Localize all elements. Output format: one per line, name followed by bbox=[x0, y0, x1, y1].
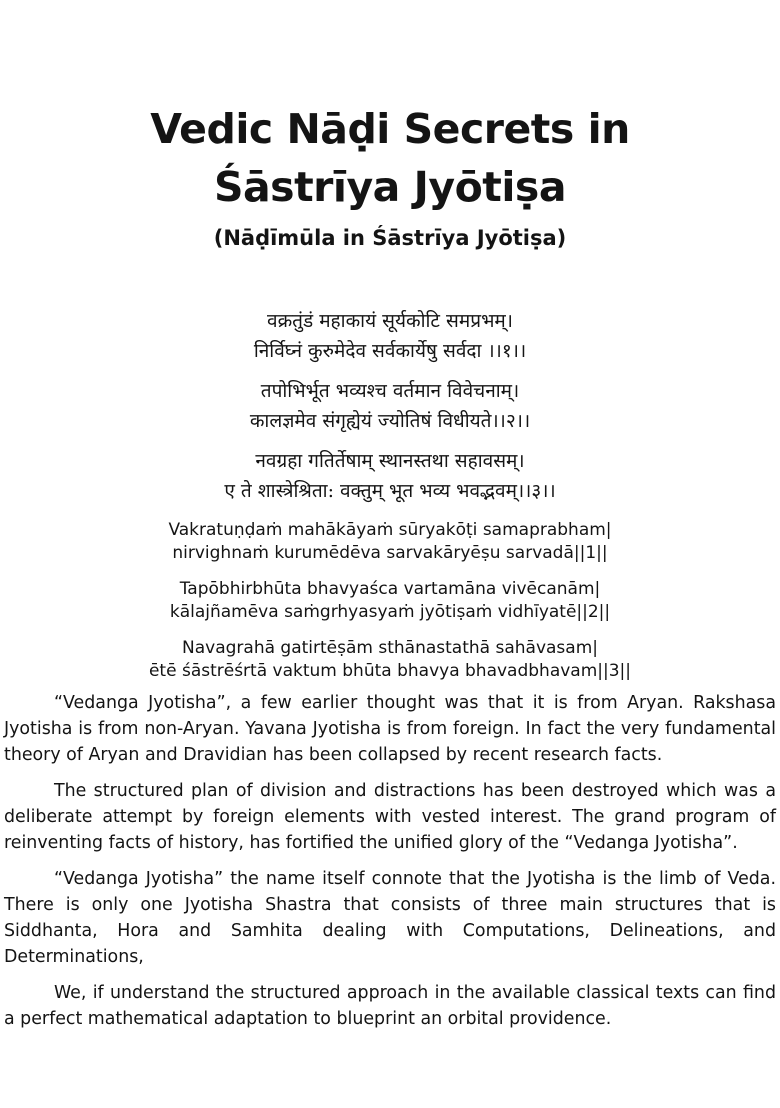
sanskrit-verse-2 bbox=[0, 376, 780, 436]
translit-verse-1 bbox=[0, 519, 780, 565]
verse-line: nirvighnaṁ kurumēdēva sarvakāryēṣu sarvadā||1|| bbox=[172, 543, 608, 563]
verse-line: Vakratuṇḍaṁ mahākāyaṁ sūryakōṭi samaprabham| bbox=[168, 520, 612, 540]
translit-verse-3 bbox=[0, 637, 780, 683]
paragraph: “Vedanga Jyotisha” the name itself connote that the Jyotisha is the limb of Veda. There is only one Jyotisha Shastra that consists of three main structures that is Siddhanta, Hora and Samhita dealing with Computations, Delineations, and Determinations, bbox=[4, 869, 776, 967]
transliterated-verses bbox=[0, 519, 780, 696]
verse-line: kālajñamēva saṁgrhyasyaṁ jyōtiṣaṁ vidhīyatē||2|| bbox=[169, 602, 611, 622]
verse-line: तपोभिर्भूत भव्यश्च वर्तमान विवेचनाम्। bbox=[260, 380, 520, 402]
title-line-2: Śāstrīya Jyōtiṣa bbox=[213, 163, 566, 211]
sanskrit-verse-1 bbox=[0, 306, 780, 366]
paragraph: “Vedanga Jyotisha”, a few earlier thought was that it is from Aryan. Rakshasa Jyotisha is from non-Aryan. Yavana Jyotisha is from foreign. In fact the very fundamental theory of Aryan and Dravidian has been collapsed by recent research facts. bbox=[4, 693, 776, 765]
sanskrit-verses bbox=[0, 306, 780, 516]
paragraph: The structured plan of division and distractions has been destroyed which was a deliberate attempt by foreign elements with vested interest. The grand program of reinventing facts of history, has fortified the unified glory of the “Vedanga Jyotisha”. bbox=[4, 781, 776, 853]
page-title bbox=[0, 100, 780, 216]
verse-line: ए ते शास्त्रेश्रिता: वक्तुम् भूत भव्य भवद्भवम्।।३।। bbox=[224, 480, 556, 502]
verse-line: नवग्रहा गतिर्तेषाम् स्थानस्तथा सहावसम्। bbox=[255, 450, 525, 472]
verse-line: वक्रतुंडं महाकायं सूर्यकोटि समप्रभम्। bbox=[267, 310, 513, 332]
verse-line: कालज्ञमेव संगृह्येयं ज्योतिषं विधीयते।।२।। bbox=[249, 410, 531, 432]
paragraph: We, if understand the structured approach in the available classical texts can find a perfect mathematical adaptation to blueprint an orbital providence. bbox=[4, 983, 776, 1029]
translit-verse-2 bbox=[0, 578, 780, 624]
sanskrit-verse-3 bbox=[0, 446, 780, 506]
verse-line: ētē śāstrēśrtā vaktum bhūta bhavya bhavadbhavam||3|| bbox=[148, 661, 632, 681]
verse-line: Tapōbhirbhūta bhavyaśca vartamāna vivēcanām| bbox=[179, 579, 601, 599]
body-text bbox=[4, 690, 776, 1042]
title-line-1: Vedic Nāḍi Secrets in bbox=[150, 105, 630, 153]
verse-line: Navagrahā gatirtēṣām sthānastathā sahāvasam| bbox=[182, 638, 598, 658]
page-subtitle: (Nāḍīmūla in Śāstrīya Jyōtiṣa) bbox=[213, 226, 567, 250]
verse-line: निर्विघ्नं कुरुमेदेव सर्वकार्येषु सर्वदा ।।१।। bbox=[253, 340, 527, 362]
